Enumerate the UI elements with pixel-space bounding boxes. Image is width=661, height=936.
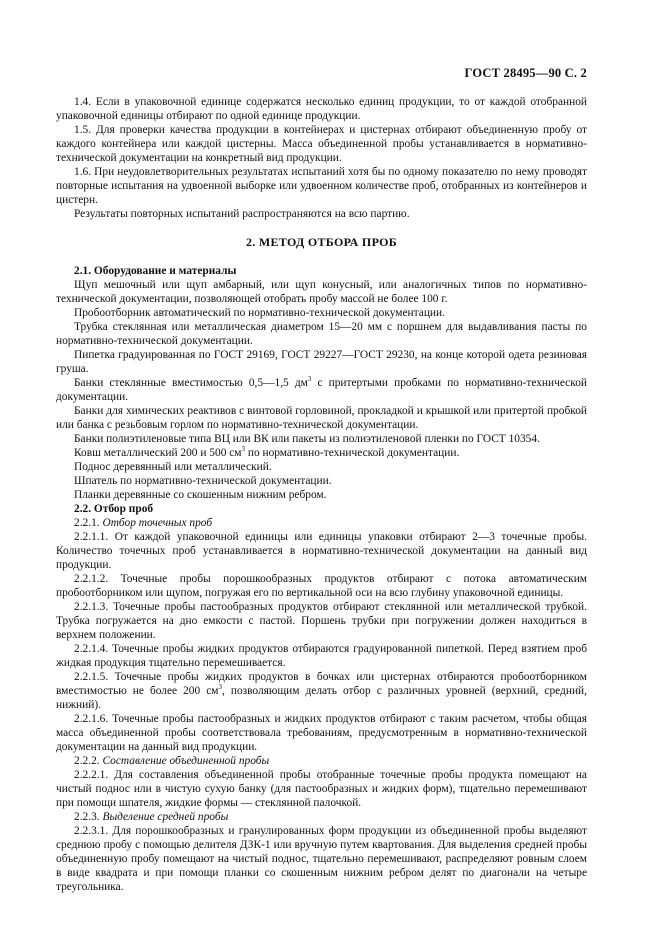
equipment-probe: Щуп мешочный или щуп амбарный, или щуп конусный, или аналогичных типов по нормативно-технической документации, позволяющей отобрать пробу массой не более 100 г.	[56, 279, 587, 305]
page-header: ГОСТ 28495—90 С. 2	[464, 66, 587, 80]
equipment-reagent-jars: Банки для химических реактивов с винтовой горловиной, прокладкой и крышкой или притертой пробкой или банка с резьбовым горлом по нормативно-технической документации.	[56, 405, 587, 431]
paragraph-2-2-3-1: 2.2.3.1. Для порошкообразных и гранулированных форм продукции из объединенной пробы выделяют среднюю пробу с помощью делителя ДЗК-1 или вручную путем квартования. Для выделения средней пробы объединенную пробу помещают на чистый поднос, тщательно перемешивают, распределяют ровным слоем в виде квадрата и при помощи планки со скошенным нижним ребром делят по диагонали на четыре треугольника.	[56, 825, 587, 893]
equipment-sampler: Пробоотборник автоматический по нормативно-технической документации.	[74, 307, 445, 319]
equipment-tube: Трубка стеклянная или металлическая диаметром 15—20 мм с поршнем для выдавливания пасты по нормативно-технической документации.	[56, 321, 587, 347]
paragraph-1-6: 1.6. При неудовлетворительных результатах испытаний хотя бы по одному показателю по нему проводят повторные испытания на удвоенной выборке или удвоенном количестве проб, отобранных из контейнеров и цистерн.	[56, 166, 587, 206]
paragraph-1-5: 1.5. Для проверки качества продукции в контейнерах и цистернах отбирают объединенную пробу от каждого контейнера или каждой цистерны. Масса объединенной пробы устанавливается в нормативно-технической документации на конкретный вид продукции.	[56, 124, 587, 164]
equipment-spatula: Шпатель по нормативно-технической документации.	[74, 475, 332, 487]
equipment-glass-jars: Банки стеклянные вместимостью 0,5—1,5 $дм^3$ с притертыми пробками по нормативно-технической документации.	[56, 375, 587, 403]
equipment-ladle: Ковш металлический 200 и 500 $см^3$ по нормативно-технической документации.	[74, 445, 460, 459]
paragraph-2-2-2-1: 2.2.2.1. Для составления объединенной пробы отобранные точечные пробы продукта помещают на чистый поднос или в чистую сухую банку (для пастообразных и жидких форм), тщательно перемешивают при помощи шпателя, жидкие формы — стеклянной палочкой.	[56, 769, 587, 809]
paragraph-2-2-1-5: 2.2.1.5. Точечные пробы жидких продуктов в бочках или цистернах отбираются пробоотборником вместимостью не более 200 $см^3$, позволяющим делать отбор с различных уровней (верхний, средний, нижний).	[56, 671, 587, 711]
paragraph-1-4: 1.4. Если в упаковочной единице содержатся несколько единиц продукции, то от каждой отобранной упаковочной единицы отбирают по одной единице продукции.	[56, 96, 587, 122]
heading-2-2-3: 2.2.3. Выделение средней пробы	[74, 811, 229, 823]
paragraph-2-2-1-6: 2.2.1.6. Точечные пробы пастообразных и жидких продуктов отбирают с таким расчетом, чтобы общая масса объединенной пробы соответствовала требованиям, предусмотренным в нормативно-технической документации на данный вид продукции.	[56, 713, 587, 753]
equipment-tray: Поднос деревянный или металлический.	[74, 461, 272, 473]
section-title: 2. МЕТОД ОТБОРА ПРОБ	[245, 235, 397, 249]
heading-2-1: 2.1. Оборудование и материалы	[74, 265, 237, 277]
paragraph-repeat-results: Результаты повторных испытаний распространяются на всю партию.	[74, 208, 410, 220]
paragraph-2-2-1-1: 2.2.1.1. От каждой упаковочной единицы или единицы упаковки отбирают 2—3 точечные пробы. Количество точечных проб устанавливается в нормативно-технической документации на данный вид продукции.	[56, 531, 587, 571]
equipment-polyethylene-jars: Банки полиэтиленовые типа ВЦ или ВК или пакеты из полиэтиленовой пленки по ГОСТ 10354.	[74, 433, 540, 445]
paragraph-2-2-1-4: 2.2.1.4. Точечные пробы жидких продуктов отбираются градуированной пипеткой. Перед взятием проб жидкая продукция тщательно перемешивается.	[56, 643, 587, 669]
paragraph-2-2-1-2: 2.2.1.2. Точечные пробы порошкообразных продуктов отбирают с потока автоматическим пробоотборником или щупом, погружая его по вертикальной оси на всю глубину упаковочной единицы.	[56, 573, 587, 599]
heading-2-2: 2.2. Отбор проб	[74, 503, 154, 515]
equipment-pipette: Пипетка градуированная по ГОСТ 29169, ГОСТ 29227—ГОСТ 29230, на конце которой одета резиновая груша.	[56, 349, 587, 375]
paragraph-2-2-1-3: 2.2.1.3. Точечные пробы пастообразных продуктов отбирают стеклянной или металлической трубкой. Трубка погружается на дно емкости с пастой. Поршень трубки при погружении должен находиться в верхнем положении.	[56, 601, 587, 641]
heading-2-2-1: 2.2.1. Отбор точечных проб	[74, 517, 213, 529]
document-body	[56, 95, 587, 894]
heading-2-2-2: 2.2.2. Составление объединенной пробы	[74, 755, 270, 767]
equipment-planks: Планки деревянные со скошенным нижним ребром.	[74, 489, 327, 501]
